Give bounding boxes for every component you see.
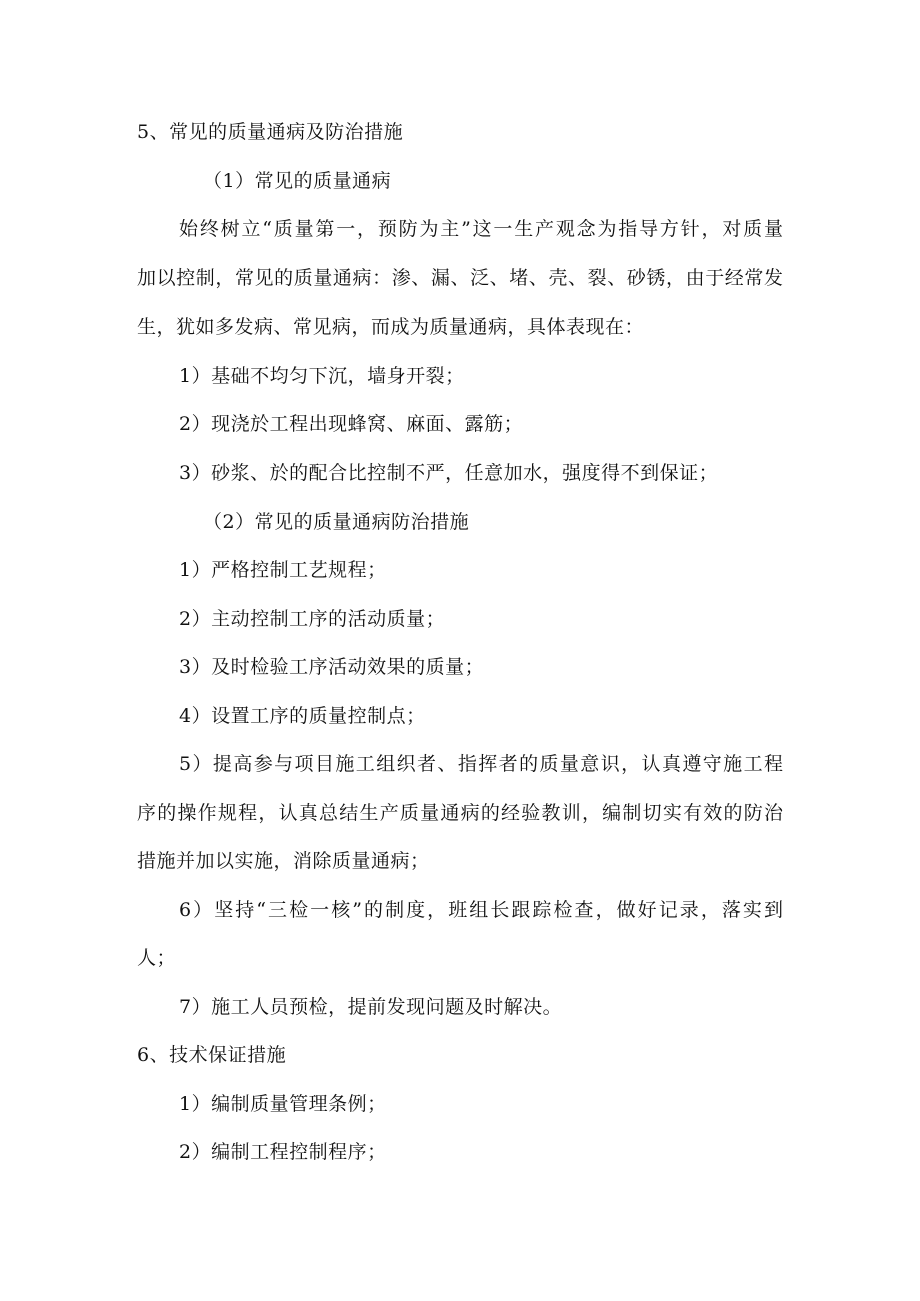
subsection-1-heading: （1）常见的质量通病 (203, 170, 392, 192)
measure-item-6-line-2: 人； (137, 947, 177, 969)
measure-item-5-line-1: 5）提高参与项目施工组织者、指挥者的质量意识，认真遵守施工程 (179, 753, 783, 775)
measure-item-2: 2）主动控制工序的活动质量； (179, 608, 446, 630)
measure-item-7: 7）施工人员预检，提前发现问题及时解决。 (179, 996, 563, 1018)
section-6-heading: 6、技术保证措施 (137, 1044, 287, 1066)
section-5-heading: 5、常见的质量通病及防治措施 (137, 121, 404, 143)
technical-item-1: 1）编制质量管理条例； (179, 1093, 387, 1115)
measure-item-5-line-2: 序的操作规程，认真总结生产质量通病的经验教训，编制切实有效的防治 (137, 802, 783, 824)
defect-item-1: 1）基础不均匀下沉，墙身开裂； (179, 365, 465, 387)
defect-item-2: 2）现浇於工程出现蜂窝、麻面、露筋； (179, 413, 524, 435)
paragraph-1-line-1: 始终树立“质量第一，预防为主”这一生产观念为指导方针，对质量 (179, 218, 783, 240)
measure-item-4: 4）设置工序的质量控制点； (179, 705, 426, 727)
measure-item-5-line-3: 措施并加以实施，消除质量通病； (137, 850, 430, 872)
measure-item-1: 1）严格控制工艺规程； (179, 559, 387, 581)
technical-item-2: 2）编制工程控制程序； (179, 1141, 387, 1163)
measure-item-3: 3）及时检验工序活动效果的质量； (179, 656, 485, 678)
paragraph-1-line-2: 加以控制，常见的质量通病：渗、漏、泛、堵、壳、裂、砂锈，由于经常发 (137, 267, 783, 289)
subsection-2-heading: （2）常见的质量通病防治措施 (203, 511, 470, 533)
paragraph-1-line-3: 生，犹如多发病、常见病，而成为质量通病，具体表现在： (137, 316, 645, 338)
measure-item-6-line-1: 6）坚持“三检一核”的制度，班组长跟踪检查，做好记录，落实到 (179, 899, 783, 921)
defect-item-3: 3）砂浆、於的配合比控制不严，任意加水，强度得不到保证； (179, 462, 719, 484)
